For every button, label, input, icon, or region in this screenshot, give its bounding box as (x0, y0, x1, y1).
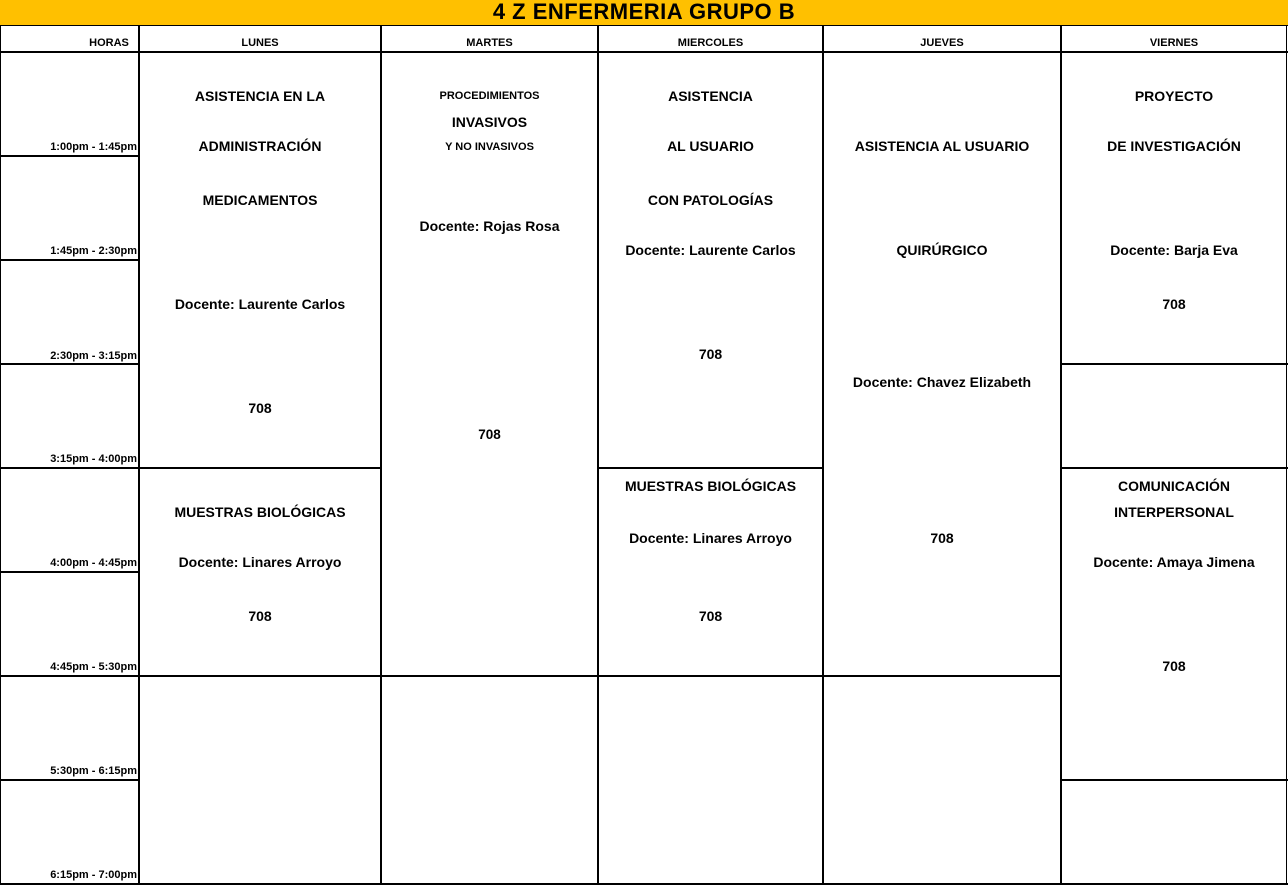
course-title: PROYECTO (1134, 88, 1214, 104)
course-title: CON PATOLOGÍAS (647, 192, 774, 208)
header-miercoles: MIERCOLES (677, 37, 744, 49)
header-lunes: LUNES (241, 37, 279, 49)
room-number: 708 (478, 427, 501, 442)
course-title: MUESTRAS BIOLÓGICAS (174, 504, 346, 520)
time-slot-label: 1:00pm - 1:45pm (50, 141, 137, 153)
time-slot-label: 6:15pm - 7:00pm (50, 869, 137, 881)
course-title: COMUNICACIÓN (1118, 478, 1230, 494)
time-slot-label: 1:45pm - 2:30pm (50, 245, 137, 257)
time-slot-label: 4:45pm - 5:30pm (50, 661, 137, 673)
grid-line (1286, 26, 1287, 885)
room-number: 708 (1162, 658, 1186, 674)
header-jueves: JUEVES (920, 37, 964, 49)
course-title: ADMINISTRACIÓN (198, 138, 322, 154)
grid-line (0, 155, 139, 157)
header-viernes: VIERNES (1149, 37, 1199, 49)
course-title: PROCEDIMIENTOS (439, 90, 540, 102)
grid-line (0, 467, 139, 469)
grid-line (822, 26, 824, 885)
grid-line (1061, 467, 1288, 469)
course-title: ASISTENCIA AL USUARIO (854, 138, 1030, 154)
header-martes: MARTES (466, 37, 513, 49)
grid-line (0, 571, 139, 573)
grid-line (1060, 26, 1062, 885)
course-title: ASISTENCIA (668, 88, 753, 104)
teacher-name: Docente: Laurente Carlos (625, 242, 796, 258)
teacher-name: Docente: Chavez Elizabeth (852, 374, 1032, 390)
course-title: INTERPERSONAL (1114, 504, 1234, 520)
room-number: 708 (1162, 296, 1186, 312)
room-number: 708 (698, 608, 723, 624)
course-title: ASISTENCIA EN LA (194, 88, 326, 104)
course-title: INVASIVOS (451, 114, 528, 130)
teacher-name: Docente: Linares Arroyo (629, 530, 792, 546)
course-title: MEDICAMENTOS (202, 192, 318, 208)
course-title: AL USUARIO (667, 138, 754, 154)
grid-line (0, 779, 139, 781)
time-slot-label: 4:00pm - 4:45pm (50, 557, 137, 569)
course-title: MUESTRAS BIOLÓGICAS (624, 478, 797, 494)
grid-line (0, 51, 1288, 53)
course-title: Y NO INVASIVOS (445, 141, 534, 153)
grid-line (598, 467, 823, 469)
course-title: DE INVESTIGACIÓN (1107, 138, 1241, 154)
time-slot-label: 5:30pm - 6:15pm (50, 765, 137, 777)
teacher-name: Docente: Rojas Rosa (419, 218, 560, 234)
room-number: 708 (248, 608, 272, 624)
grid-line (0, 259, 139, 261)
page-title: 4 Z ENFERMERIA GRUPO B (0, 0, 1288, 26)
teacher-name: Docente: Amaya Jimena (1093, 554, 1255, 570)
grid-line (0, 363, 139, 365)
grid-line (1061, 363, 1288, 365)
grid-line (1061, 779, 1288, 781)
room-number: 708 (248, 400, 272, 416)
header-horas: HORAS (89, 37, 129, 49)
time-slot-label: 3:15pm - 4:00pm (50, 453, 137, 465)
room-number: 708 (930, 530, 954, 546)
time-slot-label: 2:30pm - 3:15pm (50, 350, 137, 362)
course-title: QUIRÚRGICO (896, 242, 988, 258)
teacher-name: Docente: Linares Arroyo (178, 554, 342, 570)
teacher-name: Docente: Barja Eva (1110, 242, 1238, 258)
grid-line (597, 26, 599, 885)
grid-line (0, 675, 139, 677)
grid-line (380, 26, 382, 885)
room-number: 708 (698, 346, 723, 362)
grid-line (139, 467, 381, 469)
grid-line (139, 675, 1061, 677)
teacher-name: Docente: Laurente Carlos (174, 296, 346, 312)
